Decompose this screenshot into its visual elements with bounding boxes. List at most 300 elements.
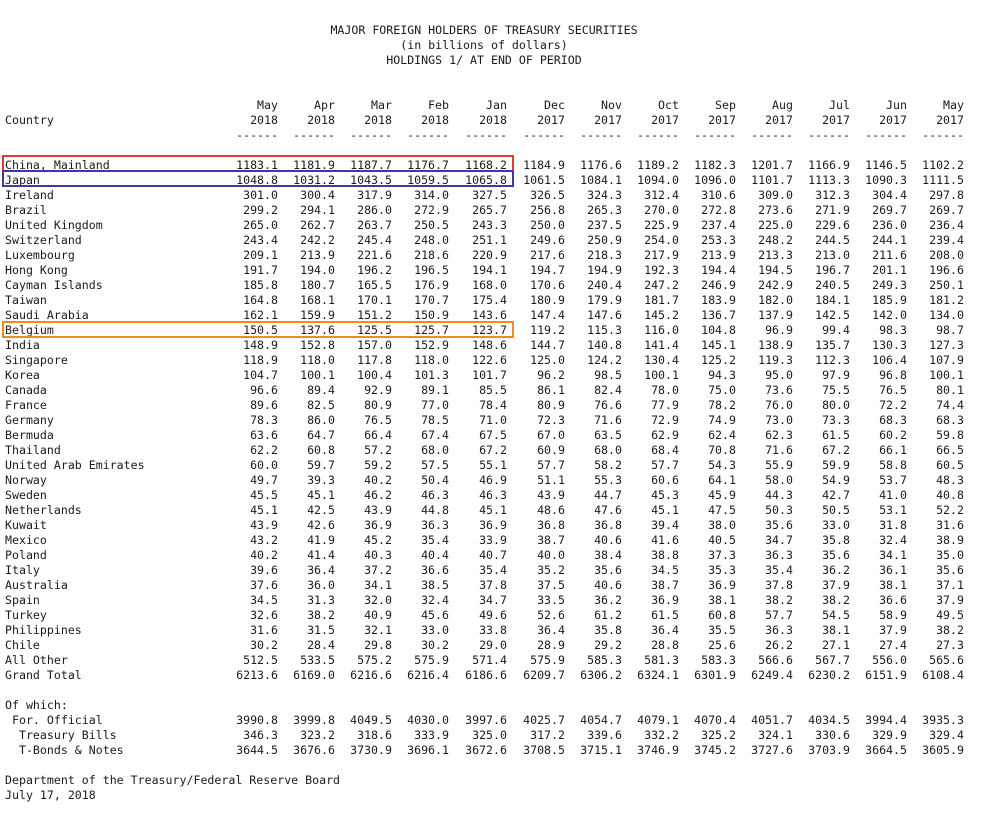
holding-value: 30.2 — [421, 638, 449, 652]
holding-value: 218.6 — [414, 248, 449, 262]
holding-value: 32.6 — [250, 608, 278, 622]
holding-value: 41.6 — [651, 533, 679, 547]
holding-value: 61.5 — [822, 428, 850, 442]
holding-value: 196.6 — [929, 263, 964, 277]
holding-value: 100.1 — [300, 368, 335, 382]
holding-value: 194.5 — [758, 263, 793, 277]
holding-value: 38.5 — [421, 578, 449, 592]
holding-value: 68.4 — [651, 443, 679, 457]
holding-value: 35.3 — [708, 563, 736, 577]
holding-value: 242.2 — [300, 233, 335, 247]
holding-value: 112.3 — [815, 353, 850, 367]
holding-value: 37.5 — [537, 578, 565, 592]
country-name: Philippines — [5, 623, 82, 637]
holding-value: 1201.7 — [751, 158, 793, 172]
holding-value: 89.6 — [250, 398, 278, 412]
holding-value: 157.0 — [357, 338, 392, 352]
holding-value: 54.9 — [822, 473, 850, 487]
holding-value: 76.5 — [364, 413, 392, 427]
holding-value: 294.1 — [300, 203, 335, 217]
holding-value: 86.1 — [537, 383, 565, 397]
holding-value: 37.9 — [879, 623, 907, 637]
of-which-value: 3745.2 — [694, 743, 736, 757]
of-which-value: 3605.9 — [922, 743, 964, 757]
holding-value: 6301.9 — [694, 668, 736, 682]
holding-value: 78.2 — [708, 398, 736, 412]
country-name: Taiwan — [5, 293, 47, 307]
holding-value: 247.2 — [644, 278, 679, 292]
holding-value: 60.9 — [537, 443, 565, 457]
holding-value: 1168.2 — [465, 158, 507, 172]
holding-value: 68.0 — [421, 443, 449, 457]
holding-value: 229.6 — [815, 218, 850, 232]
holding-value: 64.1 — [708, 473, 736, 487]
country-name: India — [5, 338, 40, 352]
holding-value: 240.5 — [815, 278, 850, 292]
of-which-value: 3727.6 — [751, 743, 793, 757]
holding-value: 75.5 — [822, 383, 850, 397]
holding-value: 1031.2 — [293, 173, 335, 187]
holding-value: 46.3 — [479, 488, 507, 502]
holding-value: 265.7 — [472, 203, 507, 217]
holding-value: 30.2 — [250, 638, 278, 652]
holding-value: 142.0 — [872, 308, 907, 322]
header-underline: ------ — [523, 128, 565, 142]
country-name: Switzerland — [5, 233, 82, 247]
holding-value: 54.5 — [822, 608, 850, 622]
holding-value: 240.4 — [587, 278, 622, 292]
holding-value: 165.5 — [357, 278, 392, 292]
holding-value: 201.1 — [872, 263, 907, 277]
holding-value: 42.6 — [307, 518, 335, 532]
holding-value: 1084.1 — [580, 173, 622, 187]
holding-value: 556.0 — [872, 653, 907, 667]
holding-value: 1059.5 — [407, 173, 449, 187]
holding-value: 74.4 — [936, 398, 964, 412]
country-name: Germany — [5, 413, 54, 427]
holding-value: 244.5 — [815, 233, 850, 247]
holding-value: 31.6 — [936, 518, 964, 532]
holding-value: 68.0 — [594, 443, 622, 457]
holding-value: 147.6 — [587, 308, 622, 322]
holding-value: 45.1 — [307, 488, 335, 502]
holding-value: 66.1 — [879, 443, 907, 457]
country-name: Belgium — [5, 323, 54, 337]
holding-value: 271.9 — [815, 203, 850, 217]
holding-value: 62.3 — [765, 428, 793, 442]
holding-value: 314.0 — [414, 188, 449, 202]
holding-value: 269.7 — [929, 203, 964, 217]
holding-value: 36.1 — [879, 563, 907, 577]
holding-value: 182.0 — [758, 293, 793, 307]
holding-value: 300.4 — [300, 188, 335, 202]
holding-value: 106.4 — [872, 353, 907, 367]
of-which-value: 3676.6 — [293, 743, 335, 757]
of-which-value: 4070.4 — [694, 713, 736, 727]
holding-value: 209.1 — [243, 248, 278, 262]
holding-value: 67.4 — [421, 428, 449, 442]
holding-value: 1048.8 — [236, 173, 278, 187]
holding-value: 585.3 — [587, 653, 622, 667]
holding-value: 80.9 — [364, 398, 392, 412]
holding-value: 38.1 — [708, 593, 736, 607]
holding-value: 40.7 — [479, 548, 507, 562]
holding-value: 37.8 — [479, 578, 507, 592]
holding-value: 272.9 — [414, 203, 449, 217]
of-which-value: 330.6 — [815, 728, 850, 742]
holding-value: 123.7 — [472, 323, 507, 337]
holding-value: 164.8 — [243, 293, 278, 307]
holding-value: 130.3 — [872, 338, 907, 352]
holding-value: 127.3 — [929, 338, 964, 352]
country-name: Italy — [5, 563, 40, 577]
country-name: Korea — [5, 368, 40, 382]
holding-value: 36.6 — [421, 563, 449, 577]
holding-value: 194.4 — [701, 263, 736, 277]
holding-value: 40.2 — [250, 548, 278, 562]
holding-value: 33.9 — [479, 533, 507, 547]
holding-value: 145.1 — [701, 338, 736, 352]
holding-value: 152.9 — [414, 338, 449, 352]
holding-value: 35.4 — [765, 563, 793, 577]
holding-value: 312.3 — [815, 188, 850, 202]
holding-value: 36.8 — [594, 518, 622, 532]
holding-value: 263.7 — [357, 218, 392, 232]
holding-value: 80.9 — [537, 398, 565, 412]
holding-value: 38.2 — [765, 593, 793, 607]
holding-value: 324.3 — [587, 188, 622, 202]
holding-value: 143.6 — [472, 308, 507, 322]
month-header: Nov — [601, 98, 622, 112]
of-which-value: 332.2 — [644, 728, 679, 742]
holding-value: 327.5 — [472, 188, 507, 202]
holding-value: 27.4 — [879, 638, 907, 652]
holding-value: 250.1 — [929, 278, 964, 292]
holding-value: 250.5 — [414, 218, 449, 232]
country-name: United Arab Emirates — [5, 458, 145, 472]
header-underline: ------ — [293, 128, 335, 142]
holding-value: 1182.3 — [694, 158, 736, 172]
holding-value: 180.7 — [300, 278, 335, 292]
holding-value: 1102.2 — [922, 158, 964, 172]
holding-value: 304.4 — [872, 188, 907, 202]
holding-value: 35.8 — [594, 623, 622, 637]
header-underline: ------ — [236, 128, 278, 142]
holding-value: 62.2 — [250, 443, 278, 457]
holding-value: 38.2 — [822, 593, 850, 607]
holding-value: 61.5 — [651, 608, 679, 622]
holding-value: 40.2 — [364, 473, 392, 487]
holding-value: 77.0 — [421, 398, 449, 412]
of-which-value: 3715.1 — [580, 743, 622, 757]
holding-value: 148.6 — [472, 338, 507, 352]
holding-value: 237.5 — [587, 218, 622, 232]
of-which-value: 4079.1 — [637, 713, 679, 727]
holding-value: 35.6 — [765, 518, 793, 532]
holding-value: 45.6 — [421, 608, 449, 622]
holding-value: 71.6 — [594, 413, 622, 427]
header-underline: ------ — [350, 128, 392, 142]
holding-value: 118.0 — [414, 353, 449, 367]
holding-value: 42.7 — [822, 488, 850, 502]
holding-value: 32.4 — [879, 533, 907, 547]
holding-value: 73.0 — [765, 413, 793, 427]
holding-value: 184.1 — [815, 293, 850, 307]
holding-value: 249.3 — [872, 278, 907, 292]
holding-value: 34.5 — [250, 593, 278, 607]
holding-value: 96.8 — [879, 368, 907, 382]
of-which-value: 323.2 — [300, 728, 335, 742]
holding-value: 58.8 — [879, 458, 907, 472]
month-header: Oct — [658, 98, 679, 112]
holding-value: 194.7 — [530, 263, 565, 277]
holding-value: 151.2 — [357, 308, 392, 322]
holding-value: 37.9 — [936, 593, 964, 607]
holding-value: 251.1 — [472, 233, 507, 247]
holding-value: 38.7 — [651, 578, 679, 592]
year-header: 2017 — [822, 113, 850, 127]
country-name: Saudi Arabia — [5, 308, 89, 322]
holding-value: 101.7 — [472, 368, 507, 382]
header-underline: ------ — [922, 128, 964, 142]
holding-value: 119.2 — [530, 323, 565, 337]
holding-value: 34.5 — [651, 563, 679, 577]
holding-value: 39.3 — [307, 473, 335, 487]
holding-value: 124.2 — [587, 353, 622, 367]
country-name: Cayman Islands — [5, 278, 103, 292]
holding-value: 58.0 — [765, 473, 793, 487]
holding-value: 36.9 — [479, 518, 507, 532]
holding-value: 1096.0 — [694, 173, 736, 187]
of-which-value: 3703.9 — [808, 743, 850, 757]
holding-value: 89.4 — [307, 383, 335, 397]
holding-value: 76.0 — [765, 398, 793, 412]
holding-value: 35.6 — [594, 563, 622, 577]
holding-value: 67.2 — [822, 443, 850, 457]
holding-value: 250.0 — [530, 218, 565, 232]
country-name: Brazil — [5, 203, 47, 217]
holding-value: 125.5 — [357, 323, 392, 337]
holding-value: 97.9 — [822, 368, 850, 382]
country-name: Kuwait — [5, 518, 47, 532]
holding-value: 250.9 — [587, 233, 622, 247]
holding-value: 38.2 — [307, 608, 335, 622]
holding-value: 1189.2 — [637, 158, 679, 172]
holding-value: 265.3 — [587, 203, 622, 217]
holding-value: 82.5 — [307, 398, 335, 412]
holding-value: 63.5 — [594, 428, 622, 442]
holding-value: 6169.0 — [293, 668, 335, 682]
month-header: Dec — [544, 98, 565, 112]
holding-value: 571.4 — [472, 653, 507, 667]
holding-value: 286.0 — [357, 203, 392, 217]
holding-value: 118.0 — [300, 353, 335, 367]
holding-value: 36.9 — [708, 578, 736, 592]
of-which-value: 333.9 — [414, 728, 449, 742]
month-header: Aug — [772, 98, 793, 112]
holding-value: 326.5 — [530, 188, 565, 202]
of-which-value: 339.6 — [587, 728, 622, 742]
holding-value: 37.8 — [765, 578, 793, 592]
holding-value: 38.7 — [537, 533, 565, 547]
holding-value: 89.1 — [421, 383, 449, 397]
holding-value: 73.6 — [765, 383, 793, 397]
holding-value: 134.0 — [929, 308, 964, 322]
holding-value: 86.0 — [307, 413, 335, 427]
holding-value: 33.8 — [479, 623, 507, 637]
country-name: United Kingdom — [5, 218, 103, 232]
holding-value: 1183.1 — [236, 158, 278, 172]
country-name: Spain — [5, 593, 40, 607]
holding-value: 148.9 — [243, 338, 278, 352]
holding-value: 48.6 — [537, 503, 565, 517]
of-which-value: 346.3 — [243, 728, 278, 742]
country-name: Sweden — [5, 488, 47, 502]
holding-value: 243.3 — [472, 218, 507, 232]
holding-value: 183.9 — [701, 293, 736, 307]
holding-value: 46.2 — [364, 488, 392, 502]
holding-value: 57.7 — [537, 458, 565, 472]
holding-value: 170.1 — [357, 293, 392, 307]
holding-value: 6108.4 — [922, 668, 964, 682]
holding-value: 53.7 — [879, 473, 907, 487]
holding-value: 244.1 — [872, 233, 907, 247]
holding-value: 58.9 — [879, 608, 907, 622]
month-header: Jul — [829, 98, 850, 112]
holding-value: 76.6 — [594, 398, 622, 412]
holding-value: 60.8 — [307, 443, 335, 457]
holding-value: 60.8 — [708, 608, 736, 622]
of-which-value: 324.1 — [758, 728, 793, 742]
holding-value: 101.3 — [414, 368, 449, 382]
holding-value: 50.3 — [765, 503, 793, 517]
holding-value: 76.5 — [879, 383, 907, 397]
header-underline: ------ — [580, 128, 622, 142]
holding-value: 28.9 — [537, 638, 565, 652]
holding-value: 44.8 — [421, 503, 449, 517]
holding-value: 29.2 — [594, 638, 622, 652]
holding-value: 98.7 — [936, 323, 964, 337]
holding-value: 6249.4 — [751, 668, 793, 682]
holding-value: 575.9 — [530, 653, 565, 667]
holding-value: 181.7 — [644, 293, 679, 307]
year-header: 2017 — [765, 113, 793, 127]
year-header: 2018 — [364, 113, 392, 127]
holding-value: 43.9 — [537, 488, 565, 502]
country-name: Turkey — [5, 608, 47, 622]
holding-value: 61.2 — [594, 608, 622, 622]
holding-value: 170.7 — [414, 293, 449, 307]
country-name: Netherlands — [5, 503, 82, 517]
holding-value: 170.6 — [530, 278, 565, 292]
holding-value: 96.6 — [250, 383, 278, 397]
header-underline: ------ — [865, 128, 907, 142]
holding-value: 96.9 — [765, 323, 793, 337]
holding-value: 6230.2 — [808, 668, 850, 682]
holding-value: 36.9 — [651, 593, 679, 607]
of-which-value: 3994.4 — [865, 713, 907, 727]
holding-value: 85.5 — [479, 383, 507, 397]
country-name: Norway — [5, 473, 47, 487]
holding-value: 6306.2 — [580, 668, 622, 682]
holding-value: 36.8 — [537, 518, 565, 532]
holding-value: 67.2 — [479, 443, 507, 457]
holding-value: 31.6 — [250, 623, 278, 637]
holding-value: 117.8 — [357, 353, 392, 367]
holding-value: 62.9 — [651, 428, 679, 442]
holding-value: 140.8 — [587, 338, 622, 352]
holding-value: 38.1 — [822, 623, 850, 637]
holding-value: 181.2 — [929, 293, 964, 307]
holding-value: 37.2 — [364, 563, 392, 577]
holding-value: 236.4 — [929, 218, 964, 232]
holding-value: 36.3 — [765, 623, 793, 637]
month-header: Sep — [715, 98, 736, 112]
holding-value: 248.0 — [414, 233, 449, 247]
holding-value: 51.1 — [537, 473, 565, 487]
holding-value: 38.8 — [651, 548, 679, 562]
holding-value: 36.0 — [307, 578, 335, 592]
holding-value: 48.3 — [936, 473, 964, 487]
holding-value: 39.6 — [250, 563, 278, 577]
holding-value: 35.2 — [537, 563, 565, 577]
holding-value: 1184.9 — [523, 158, 565, 172]
country-name: Mexico — [5, 533, 47, 547]
holding-value: 59.8 — [936, 428, 964, 442]
of-which-value: 3990.8 — [236, 713, 278, 727]
holding-value: 38.9 — [936, 533, 964, 547]
holding-value: 34.7 — [765, 533, 793, 547]
holding-value: 119.3 — [758, 353, 793, 367]
holding-value: 28.8 — [651, 638, 679, 652]
holding-value: 115.3 — [587, 323, 622, 337]
holding-value: 43.9 — [250, 518, 278, 532]
holding-value: 237.4 — [701, 218, 736, 232]
holding-value: 6213.6 — [236, 668, 278, 682]
holding-value: 78.0 — [651, 383, 679, 397]
holding-value: 45.5 — [250, 488, 278, 502]
holding-value: 217.9 — [644, 248, 679, 262]
holding-value: 45.1 — [651, 503, 679, 517]
of-which-value: 317.2 — [530, 728, 565, 742]
report-title: MAJOR FOREIGN HOLDERS OF TREASURY SECURITIES — [330, 23, 638, 37]
holding-value: 49.5 — [936, 608, 964, 622]
holding-value: 49.6 — [479, 608, 507, 622]
holding-value: 6209.7 — [523, 668, 565, 682]
holding-value: 211.6 — [872, 248, 907, 262]
holding-value: 35.4 — [421, 533, 449, 547]
month-header: Jun — [886, 98, 907, 112]
holding-value: 583.3 — [701, 653, 736, 667]
holding-value: 52.2 — [936, 503, 964, 517]
country-name: Ireland — [5, 188, 54, 202]
holding-value: 35.0 — [936, 548, 964, 562]
holding-value: 36.2 — [822, 563, 850, 577]
holding-value: 533.5 — [300, 653, 335, 667]
holding-value: 60.5 — [936, 458, 964, 472]
holding-value: 47.6 — [594, 503, 622, 517]
holding-value: 73.3 — [822, 413, 850, 427]
holding-value: 254.0 — [644, 233, 679, 247]
holding-value: 71.0 — [479, 413, 507, 427]
holding-value: 217.6 — [530, 248, 565, 262]
holding-value: 35.6 — [822, 548, 850, 562]
holding-value: 64.7 — [307, 428, 335, 442]
holding-value: 66.5 — [936, 443, 964, 457]
holding-value: 46.9 — [479, 473, 507, 487]
holding-value: 53.1 — [879, 503, 907, 517]
of-which-value: 3672.6 — [465, 743, 507, 757]
